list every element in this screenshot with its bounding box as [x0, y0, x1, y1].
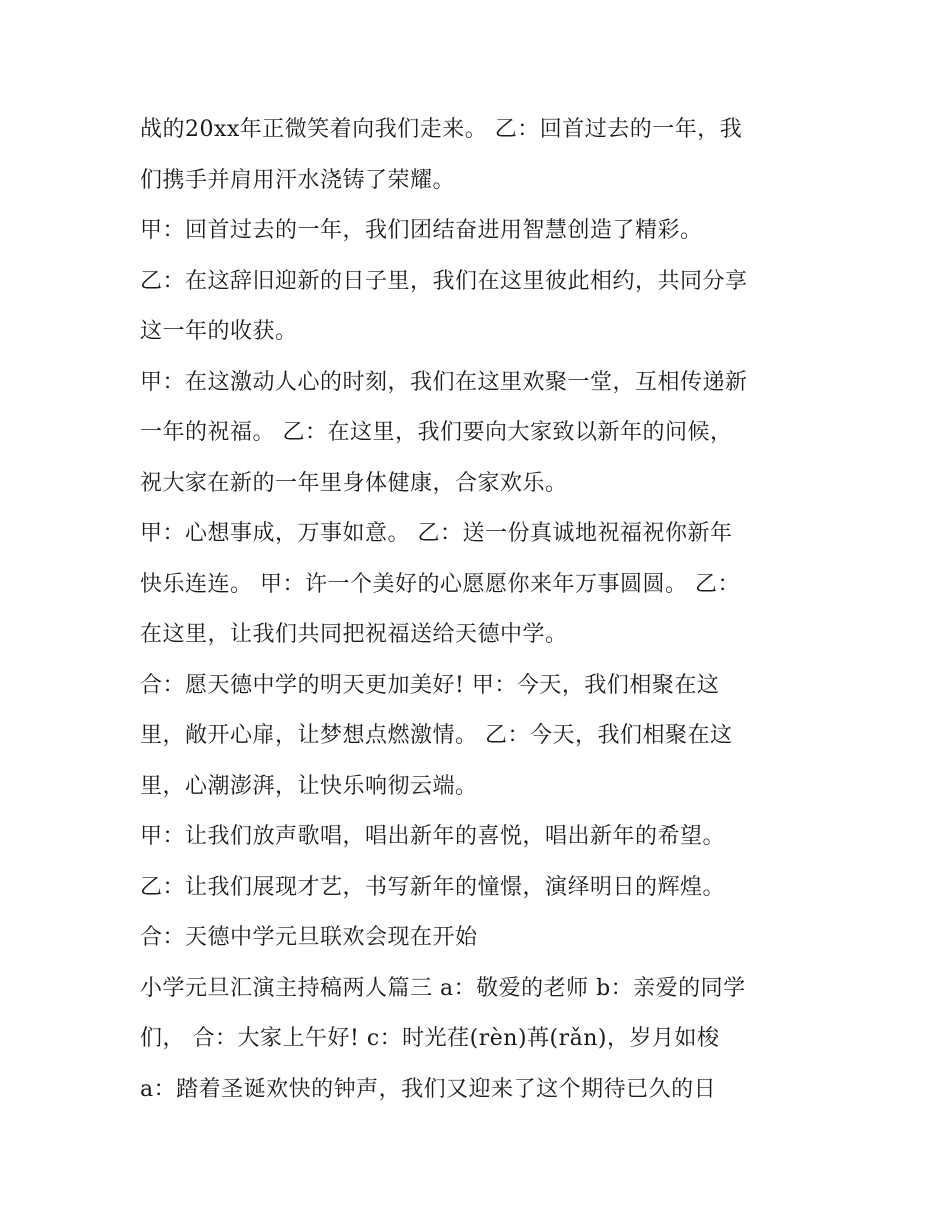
text-line-5: 这一年的收获。	[140, 319, 298, 344]
text-line-11: 在这里，让我们共同把祝福送给天德中学。	[140, 622, 568, 647]
text-line-13: 里，敞开心扉，让梦想点燃激情。 乙：今天，我们相聚在这	[140, 723, 733, 748]
text-line-7: 一年的祝福。 乙：在这里，我们要向大家致以新年的问候，	[140, 420, 733, 445]
text-line-17: 合：天德中学元旦联欢会现在开始	[140, 925, 478, 950]
text-line-14: 里，心潮澎湃，让快乐响彻云端。	[140, 774, 478, 799]
text-line-8: 祝大家在新的一年里身体健康，合家欢乐。	[140, 471, 568, 496]
text-line-1: 战的20xx年正微笑着向我们走来。 乙：回首过去的一年，我	[140, 117, 743, 142]
text-line-19: 们， 合：大家上午好! c：时光荏(rèn)苒(rǎn)，岁月如梭	[140, 1026, 720, 1051]
text-line-10: 快乐连连。 甲：许一个美好的心愿愿你来年万事圆圆。 乙：	[140, 572, 740, 597]
text-line-3: 甲：回首过去的一年，我们团结奋进用智慧创造了精彩。	[140, 218, 703, 243]
text-line-15: 甲：让我们放声歌唱，唱出新年的喜悦，唱出新年的希望。	[140, 824, 726, 849]
text-line-9: 甲：心想事成，万事如意。 乙：送一份真诚地祝福祝你新年	[140, 521, 733, 546]
text-line-4: 乙：在这辞旧迎新的日子里，我们在这里彼此相约，共同分享	[140, 269, 748, 294]
text-line-18: 小学元旦汇演主持稿两人篇三 a：敬爱的老师 b：亲爱的同学	[140, 976, 746, 1001]
text-line-16: 乙：让我们展现才艺，书写新年的憧憬，演绎明日的辉煌。	[140, 875, 726, 900]
text-line-6: 甲：在这激动人心的时刻，我们在这里欢聚一堂，互相传递新	[140, 370, 748, 395]
text-line-2: 们携手并肩用汗水浇铸了荣耀。	[140, 168, 456, 193]
text-line-20: a：踏着圣诞欢快的钟声，我们又迎来了这个期待已久的日	[140, 1077, 717, 1102]
text-line-12: 合：愿天德中学的明天更加美好! 甲：今天，我们相聚在这	[140, 673, 720, 698]
